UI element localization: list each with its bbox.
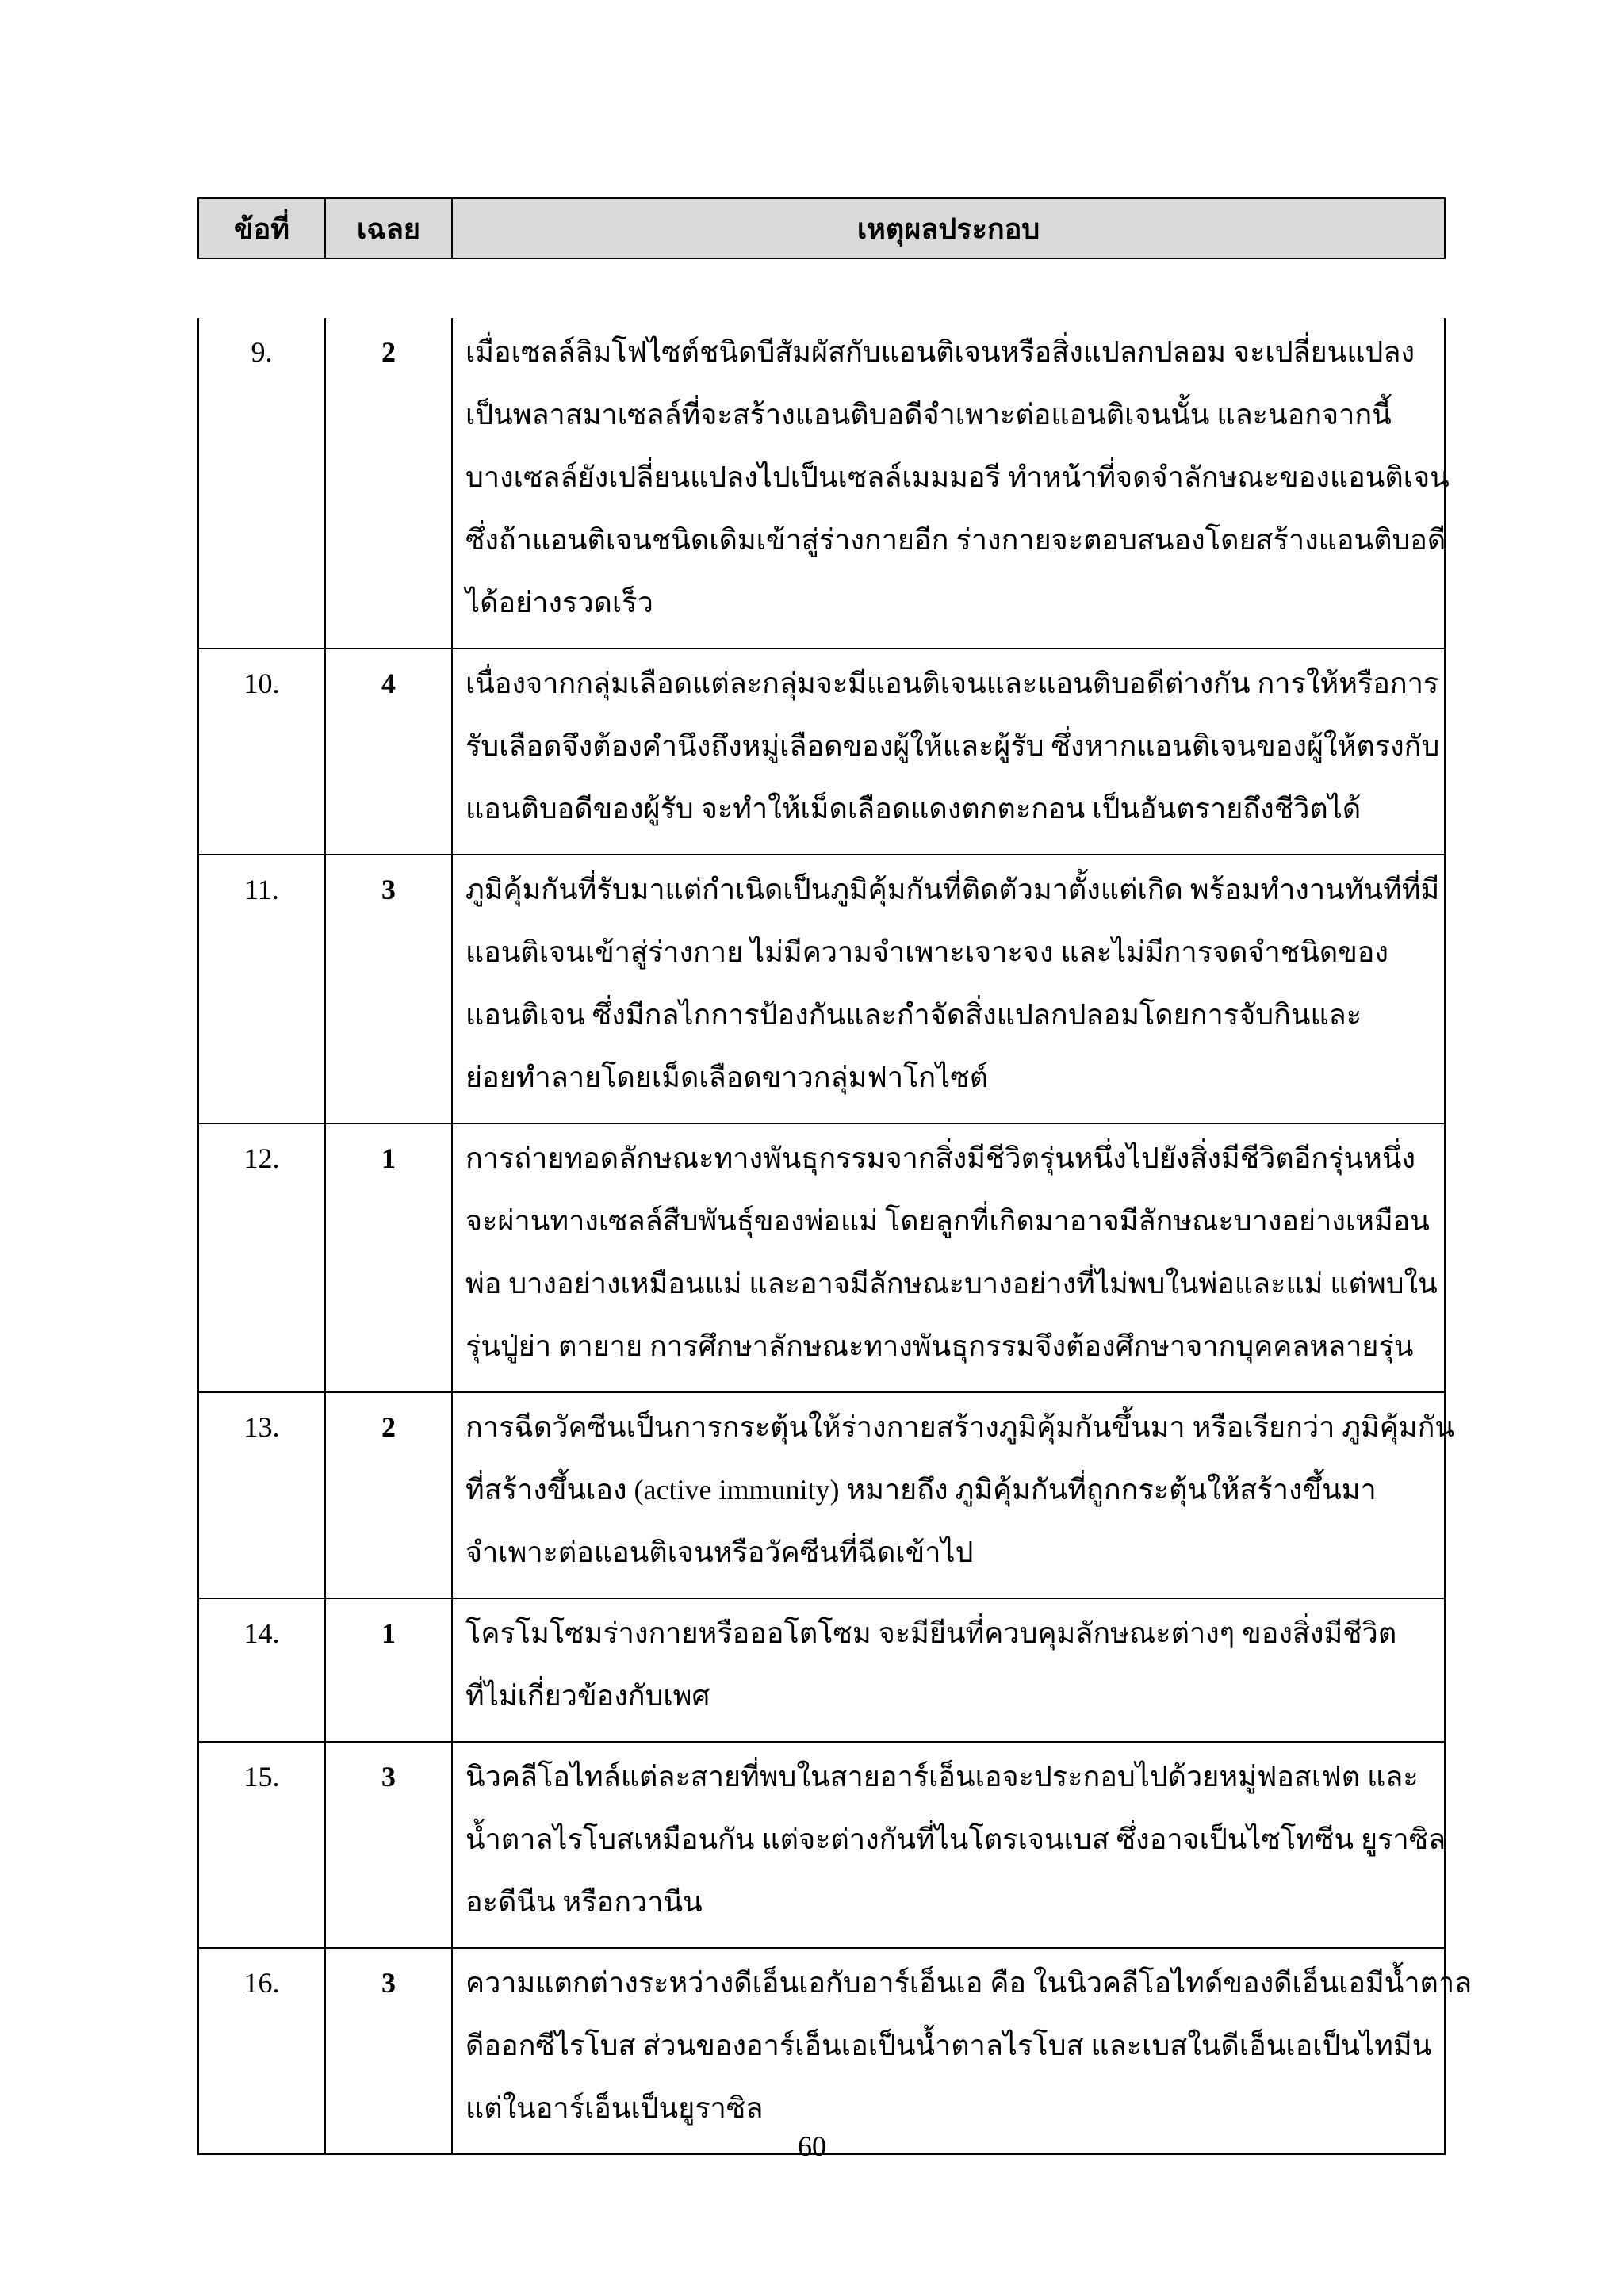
reason-line: ภูมิคุ้มกันที่รับมาแต่กำเนิดเป็นภูมิคุ้มกันที่ติดตัวมาตั้งแต่เกิด พร้อมทำงานทันทีที่มี: [465, 874, 1440, 905]
reason-line: การถ่ายทอดลักษณะทางพันธุกรรมจากสิ่งมีชีวิตรุ่นหนึ่งไปยังสิ่งมีชีวิตอีกรุ่นหนึ่ง: [465, 1142, 1416, 1174]
reason-line: ได้อย่างรวดเร็ว: [465, 587, 653, 618]
table-row: [198, 855, 1445, 1123]
table-row: [198, 318, 1445, 649]
reason-line: เนื่องจากกลุ่มเลือดแต่ละกลุ่มจะมีแอนติเจนและแอนติบอดีต่างกัน การให้หรือการ: [465, 668, 1439, 699]
question-number: 10.: [198, 649, 325, 855]
question-number: 16.: [198, 1948, 325, 2154]
reason-cell: [452, 649, 1445, 855]
reason-line: น้ำตาลไรโบสเหมือนกัน แต่จะต่างกันที่ไนโตรเจนเบส ซึ่งอาจเป็นไซโทซีน ยูราซิล: [465, 1823, 1446, 1855]
answer-key: 3: [325, 855, 452, 1123]
answer-key: 3: [325, 1948, 452, 2154]
answer-key: 2: [325, 318, 452, 649]
reason-cell: [452, 318, 1450, 649]
reason-line: แอนติเจน ซึ่งมีกลไกการป้องกันและกำจัดสิ่งแปลกปลอมโดยการจับกินและ: [465, 999, 1362, 1031]
table-row: [198, 649, 1445, 855]
reason-cell: [452, 1948, 1473, 2154]
reason-line: จะผ่านทางเซลล์สืบพันธุ์ของพ่อแม่ โดยลูกที่เกิดมาอาจมีลักษณะบางอย่างเหมือน: [465, 1205, 1430, 1237]
answer-table: [197, 318, 1473, 2155]
reason-line: การฉีดวัคซีนเป็นการกระตุ้นให้ร่างกายสร้างภูมิคุ้มกันขึ้นมา หรือเรียกว่า ภูมิคุ้มกัน: [465, 1411, 1454, 1443]
header-answer: เฉลย: [325, 198, 452, 258]
reason-line: พ่อ บางอย่างเหมือนแม่ และอาจมีลักษณะบางอย่างที่ไม่พบในพ่อและแม่ แต่พบใน: [465, 1268, 1438, 1299]
table-row: [198, 1742, 1445, 1948]
header-number: ข้อที่: [198, 198, 325, 258]
answer-key: 2: [325, 1392, 452, 1598]
reason-line: ความแตกต่างระหว่างดีเอ็นเอกับอาร์เอ็นเอ คือ ในนิวคลีโอไทด์ของดีเอ็นเอมีน้ำตาล: [465, 1967, 1473, 1999]
reason-cell: [452, 855, 1445, 1123]
reason-line: รุ่นปู่ย่า ตายาย การศึกษาลักษณะทางพันธุกรรมจึงต้องศึกษาจากบุคคลหลายรุ่น: [465, 1330, 1414, 1362]
table-row: [198, 1123, 1445, 1392]
header-row: [198, 198, 1445, 258]
header-reason: เหตุผลประกอบ: [452, 198, 1445, 258]
reason-line: บางเซลล์ยังเปลี่ยนแปลงไปเป็นเซลล์เมมมอรี ทำหน้าที่จดจำลักษณะของแอนติเจน: [465, 461, 1450, 493]
reason-line: นิวคลีโอไทล์แต่ละสายที่พบในสายอาร์เอ็นเอจะประกอบไปด้วยหมู่ฟอสเฟต และ: [465, 1761, 1419, 1793]
reason-line: โครโมโซมร่างกายหรือออโตโซม จะมียีนที่ควบคุมลักษณะต่างๆ ของสิ่งมีชีวิต: [465, 1617, 1397, 1649]
answer-key: 3: [325, 1742, 452, 1948]
table-row: [198, 1948, 1445, 2154]
reason-line: อะดีนีน หรือกวานีน: [465, 1886, 703, 1918]
reason-line: ดีออกซีไรโบส ส่วนของอาร์เอ็นเอเป็นน้ำตาลไรโบส และเบสในดีเอ็นเอเป็นไทมีน: [465, 2030, 1432, 2061]
reason-line: ที่สร้างขึ้นเอง (active immunity) หมายถึง ภูมิคุ้มกันที่ถูกกระตุ้นให้สร้างขึ้นมา: [465, 1474, 1377, 1506]
answer-key: 4: [325, 649, 452, 855]
question-number: 11.: [198, 855, 325, 1123]
reason-line: แอนติเจนเข้าสู่ร่างกาย ไม่มีความจำเพาะเจาะจง และไม่มีการจดจำชนิดของ: [465, 936, 1389, 968]
reason-line: เป็นพลาสมาเซลล์ที่จะสร้างแอนติบอดีจำเพาะต่อแอนติเจนนั้น และนอกจากนี้: [465, 399, 1392, 430]
reason-line: รับเลือดจึงต้องคำนึงถึงหมู่เลือดของผู้ให้และผู้รับ ซึ่งหากแอนติเจนของผู้ให้ตรงกับ: [465, 730, 1440, 762]
question-number: 15.: [198, 1742, 325, 1948]
answer-table-body: [198, 318, 1473, 2154]
reason-cell: [452, 1598, 1445, 1742]
question-number: 14.: [198, 1598, 325, 1742]
reason-line: แอนติบอดีของผู้รับ จะทำให้เม็ดเลือดแดงตกตะกอน เป็นอันตรายถึงชีวิตได้: [465, 793, 1362, 825]
reason-line: ซึ่งถ้าแอนติเจนชนิดเดิมเข้าสู่ร่างกายอีก ร่างกายจะตอบสนองโดยสร้างแอนติบอดี: [465, 524, 1446, 556]
table-row: [198, 1598, 1445, 1742]
reason-line: ย่อยทำลายโดยเม็ดเลือดขาวกลุ่มฟาโกไซต์: [465, 1062, 989, 1093]
reason-line: จำเพาะต่อแอนติเจนหรือวัคซีนที่ฉีดเข้าไป: [465, 1536, 974, 1568]
table-header: [197, 197, 1446, 259]
question-number: 12.: [198, 1123, 325, 1392]
question-number: 9.: [198, 318, 325, 649]
reason-cell: [452, 1742, 1445, 1948]
question-number: 13.: [198, 1392, 325, 1598]
answer-key: 1: [325, 1123, 452, 1392]
reason-line: เมื่อเซลล์ลิมโฟไซต์ชนิดบีสัมผัสกับแอนติเจนหรือสิ่งแปลกปลอม จะเปลี่ยนแปลง: [465, 336, 1415, 368]
reason-line: ที่ไม่เกี่ยวข้องกับเพศ: [465, 1680, 710, 1712]
reason-cell: [452, 1123, 1445, 1392]
answer-key: 1: [325, 1598, 452, 1742]
reason-line: แต่ในอาร์เอ็นเป็นยูราซิล: [465, 2092, 764, 2124]
table-row: [198, 1392, 1445, 1598]
reason-cell: [452, 1392, 1454, 1598]
page-number: 60: [798, 2130, 826, 2162]
